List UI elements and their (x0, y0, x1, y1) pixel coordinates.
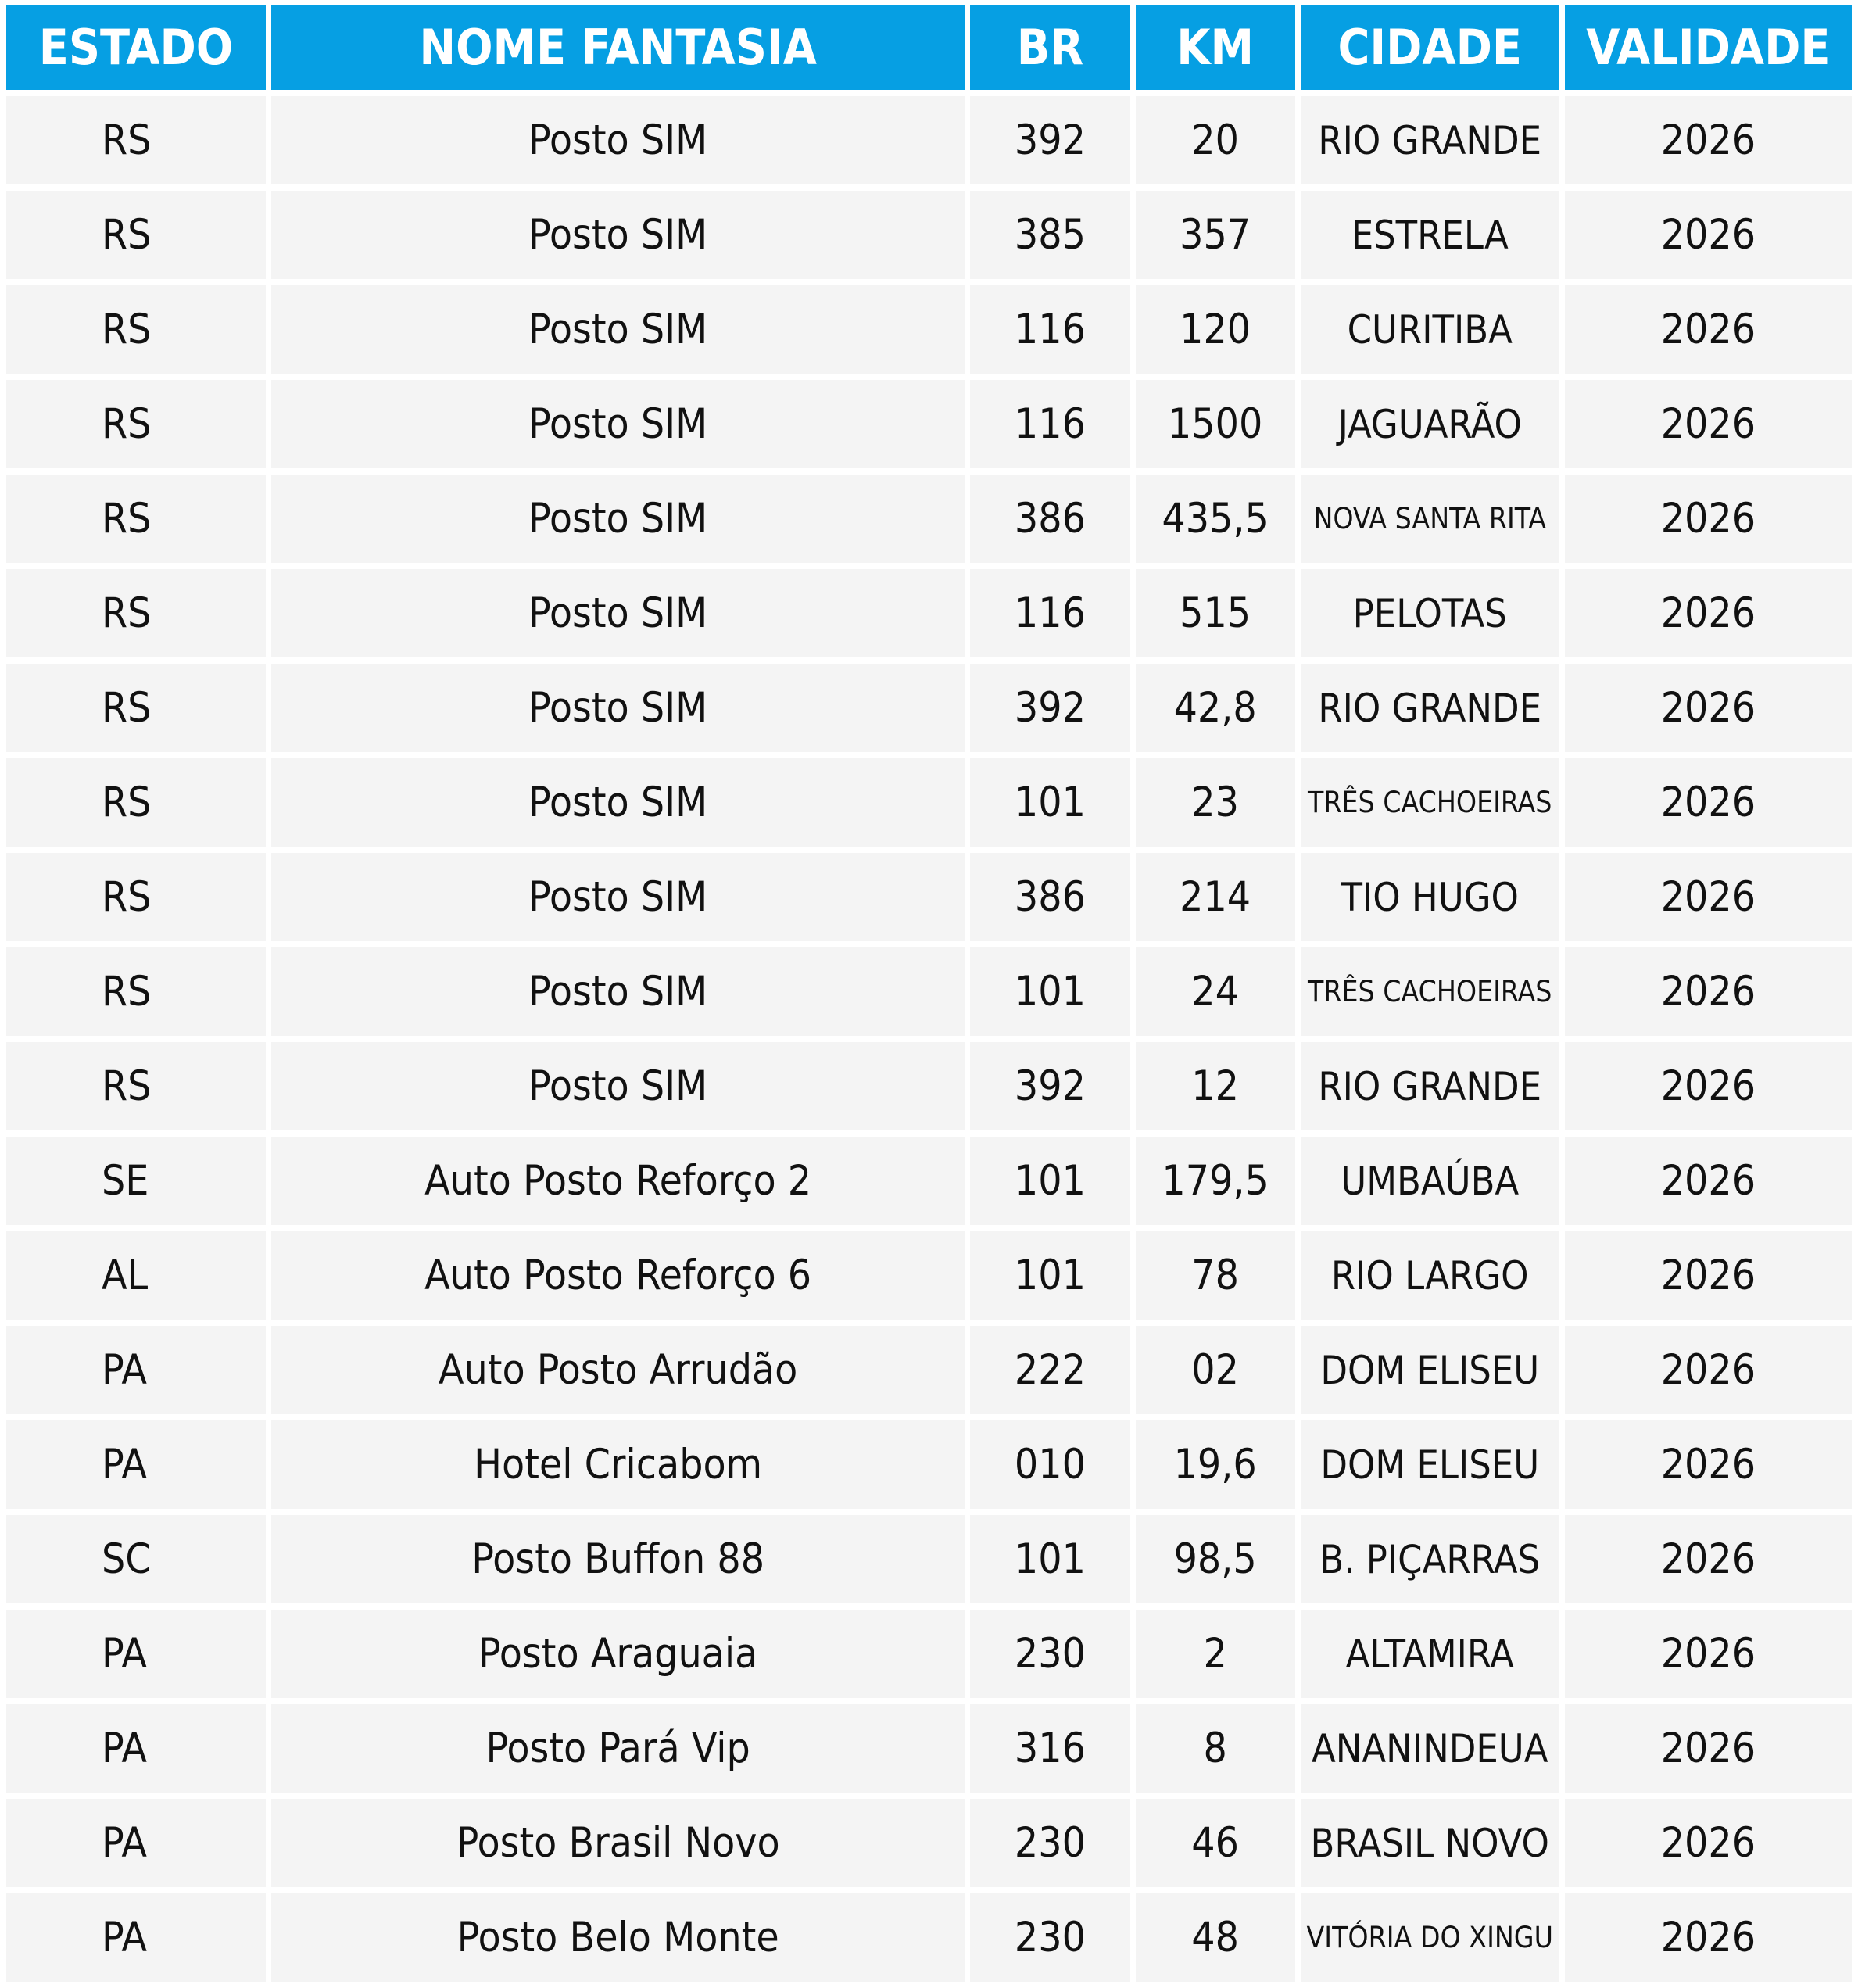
cell-validade: 2026 (1565, 1704, 1852, 1793)
cell-cidade: DOM ELISEU (1301, 1326, 1559, 1414)
cell-br: 392 (970, 1042, 1129, 1130)
cell-nome-fantasia: Hotel Cricabom (271, 1420, 965, 1509)
cell-br: 392 (970, 664, 1129, 752)
table-row (6, 947, 1852, 1036)
table-row (6, 96, 1852, 184)
cell-estado: RS (6, 1042, 266, 1130)
cell-validade: 2026 (1565, 758, 1852, 847)
cell-nome-fantasia: Posto SIM (271, 569, 965, 657)
cell-cidade: JAGUARÃO (1301, 380, 1559, 468)
cell-cidade: UMBAÚBA (1301, 1137, 1559, 1225)
cell-validade: 2026 (1565, 569, 1852, 657)
cell-km: 78 (1136, 1231, 1295, 1320)
cell-validade: 2026 (1565, 191, 1852, 279)
table-row (6, 1515, 1852, 1603)
cell-br: 386 (970, 475, 1129, 563)
cell-nome-fantasia: Posto SIM (271, 96, 965, 184)
cell-br: 392 (970, 96, 1129, 184)
header-km: KM (1136, 5, 1295, 90)
cell-br: 230 (970, 1893, 1129, 1982)
table-row (6, 1893, 1852, 1982)
cell-validade: 2026 (1565, 947, 1852, 1036)
cell-estado: PA (6, 1893, 266, 1982)
cell-nome-fantasia: Posto SIM (271, 853, 965, 941)
cell-br: 116 (970, 285, 1129, 374)
cell-validade: 2026 (1565, 475, 1852, 563)
cell-cidade: PELOTAS (1301, 569, 1559, 657)
table-row (6, 1610, 1852, 1698)
cell-nome-fantasia: Posto SIM (271, 475, 965, 563)
cell-validade: 2026 (1565, 1515, 1852, 1603)
cell-nome-fantasia: Posto SIM (271, 664, 965, 752)
cell-br: 116 (970, 569, 1129, 657)
cell-nome-fantasia: Auto Posto Reforço 6 (271, 1231, 965, 1320)
cell-br: 010 (970, 1420, 1129, 1509)
table-row (6, 1231, 1852, 1320)
cell-br: 116 (970, 380, 1129, 468)
cell-validade: 2026 (1565, 1137, 1852, 1225)
cell-br: 101 (970, 1137, 1129, 1225)
cell-km: 98,5 (1136, 1515, 1295, 1603)
table-row (6, 853, 1852, 941)
table-row (6, 758, 1852, 847)
cell-km: 42,8 (1136, 664, 1295, 752)
cell-km: 12 (1136, 1042, 1295, 1130)
cell-br: 101 (970, 1515, 1129, 1603)
cell-km: 19,6 (1136, 1420, 1295, 1509)
cell-km: 120 (1136, 285, 1295, 374)
cell-estado: RS (6, 96, 266, 184)
cell-cidade: TRÊS CACHOEIRAS (1301, 758, 1559, 847)
table-row (6, 1042, 1852, 1130)
cell-cidade: RIO GRANDE (1301, 664, 1559, 752)
cell-nome-fantasia: Posto SIM (271, 191, 965, 279)
cell-km: 357 (1136, 191, 1295, 279)
cell-br: 385 (970, 191, 1129, 279)
cell-br: 101 (970, 758, 1129, 847)
table-row (6, 1704, 1852, 1793)
cell-validade: 2026 (1565, 1042, 1852, 1130)
cell-estado: RS (6, 475, 266, 563)
cell-br: 230 (970, 1610, 1129, 1698)
cell-validade: 2026 (1565, 380, 1852, 468)
cell-km: 46 (1136, 1799, 1295, 1887)
cell-km: 02 (1136, 1326, 1295, 1414)
cell-estado: SC (6, 1515, 266, 1603)
cell-km: 23 (1136, 758, 1295, 847)
cell-nome-fantasia: Posto Araguaia (271, 1610, 965, 1698)
cell-cidade: BRASIL NOVO (1301, 1799, 1559, 1887)
cell-cidade: ANANINDEUA (1301, 1704, 1559, 1793)
table-row (6, 1137, 1852, 1225)
table-row (6, 1326, 1852, 1414)
cell-nome-fantasia: Posto Pará Vip (271, 1704, 965, 1793)
cell-estado: SE (6, 1137, 266, 1225)
cell-cidade: NOVA SANTA RITA (1301, 475, 1559, 563)
cell-km: 435,5 (1136, 475, 1295, 563)
cell-nome-fantasia: Posto SIM (271, 1042, 965, 1130)
cell-nome-fantasia: Posto SIM (271, 947, 965, 1036)
table-row (6, 1799, 1852, 1887)
cell-estado: PA (6, 1799, 266, 1887)
stations-table (1, 0, 1857, 1988)
cell-km: 20 (1136, 96, 1295, 184)
cell-estado: PA (6, 1610, 266, 1698)
cell-validade: 2026 (1565, 1231, 1852, 1320)
cell-estado: RS (6, 853, 266, 941)
cell-cidade: RIO GRANDE (1301, 96, 1559, 184)
header-row (6, 5, 1852, 90)
cell-br: 101 (970, 947, 1129, 1036)
cell-br: 316 (970, 1704, 1129, 1793)
cell-estado: RS (6, 664, 266, 752)
cell-br: 101 (970, 1231, 1129, 1320)
cell-estado: RS (6, 947, 266, 1036)
cell-br: 230 (970, 1799, 1129, 1887)
cell-estado: PA (6, 1704, 266, 1793)
cell-validade: 2026 (1565, 1326, 1852, 1414)
cell-estado: RS (6, 285, 266, 374)
cell-cidade: B. PIÇARRAS (1301, 1515, 1559, 1603)
cell-br: 222 (970, 1326, 1129, 1414)
cell-nome-fantasia: Posto SIM (271, 380, 965, 468)
cell-nome-fantasia: Auto Posto Reforço 2 (271, 1137, 965, 1225)
cell-km: 179,5 (1136, 1137, 1295, 1225)
cell-cidade: TRÊS CACHOEIRAS (1301, 947, 1559, 1036)
cell-nome-fantasia: Posto Belo Monte (271, 1893, 965, 1982)
stations-table-wrapper (6, 5, 1852, 1982)
table-row (6, 191, 1852, 279)
header-estado: ESTADO (6, 5, 266, 90)
cell-km: 24 (1136, 947, 1295, 1036)
cell-estado: RS (6, 569, 266, 657)
cell-cidade: VITÓRIA DO XINGU (1301, 1893, 1559, 1982)
cell-nome-fantasia: Posto SIM (271, 758, 965, 847)
cell-validade: 2026 (1565, 1893, 1852, 1982)
cell-estado: PA (6, 1326, 266, 1414)
cell-estado: RS (6, 758, 266, 847)
cell-cidade: DOM ELISEU (1301, 1420, 1559, 1509)
cell-cidade: ESTRELA (1301, 191, 1559, 279)
cell-validade: 2026 (1565, 1610, 1852, 1698)
table-row (6, 475, 1852, 563)
cell-validade: 2026 (1565, 1420, 1852, 1509)
cell-nome-fantasia: Posto Brasil Novo (271, 1799, 965, 1887)
cell-nome-fantasia: Posto SIM (271, 285, 965, 374)
cell-cidade: TIO HUGO (1301, 853, 1559, 941)
cell-estado: PA (6, 1420, 266, 1509)
cell-km: 2 (1136, 1610, 1295, 1698)
cell-nome-fantasia: Posto Buffon 88 (271, 1515, 965, 1603)
cell-validade: 2026 (1565, 285, 1852, 374)
cell-km: 214 (1136, 853, 1295, 941)
cell-estado: AL (6, 1231, 266, 1320)
cell-nome-fantasia: Auto Posto Arrudão (271, 1326, 965, 1414)
cell-cidade: CURITIBA (1301, 285, 1559, 374)
header-validade: VALIDADE (1565, 5, 1852, 90)
cell-km: 48 (1136, 1893, 1295, 1982)
cell-validade: 2026 (1565, 1799, 1852, 1887)
cell-km: 8 (1136, 1704, 1295, 1793)
header-cidade: CIDADE (1301, 5, 1559, 90)
cell-km: 1500 (1136, 380, 1295, 468)
cell-validade: 2026 (1565, 853, 1852, 941)
header-nome-fantasia: NOME FANTASIA (271, 5, 965, 90)
table-row (6, 569, 1852, 657)
table-row (6, 1420, 1852, 1509)
cell-cidade: RIO LARGO (1301, 1231, 1559, 1320)
cell-cidade: ALTAMIRA (1301, 1610, 1559, 1698)
cell-km: 515 (1136, 569, 1295, 657)
table-row (6, 380, 1852, 468)
cell-estado: RS (6, 380, 266, 468)
cell-validade: 2026 (1565, 664, 1852, 752)
cell-cidade: RIO GRANDE (1301, 1042, 1559, 1130)
table-row (6, 285, 1852, 374)
table-row (6, 664, 1852, 752)
cell-estado: RS (6, 191, 266, 279)
cell-br: 386 (970, 853, 1129, 941)
cell-validade: 2026 (1565, 96, 1852, 184)
header-br: BR (970, 5, 1129, 90)
